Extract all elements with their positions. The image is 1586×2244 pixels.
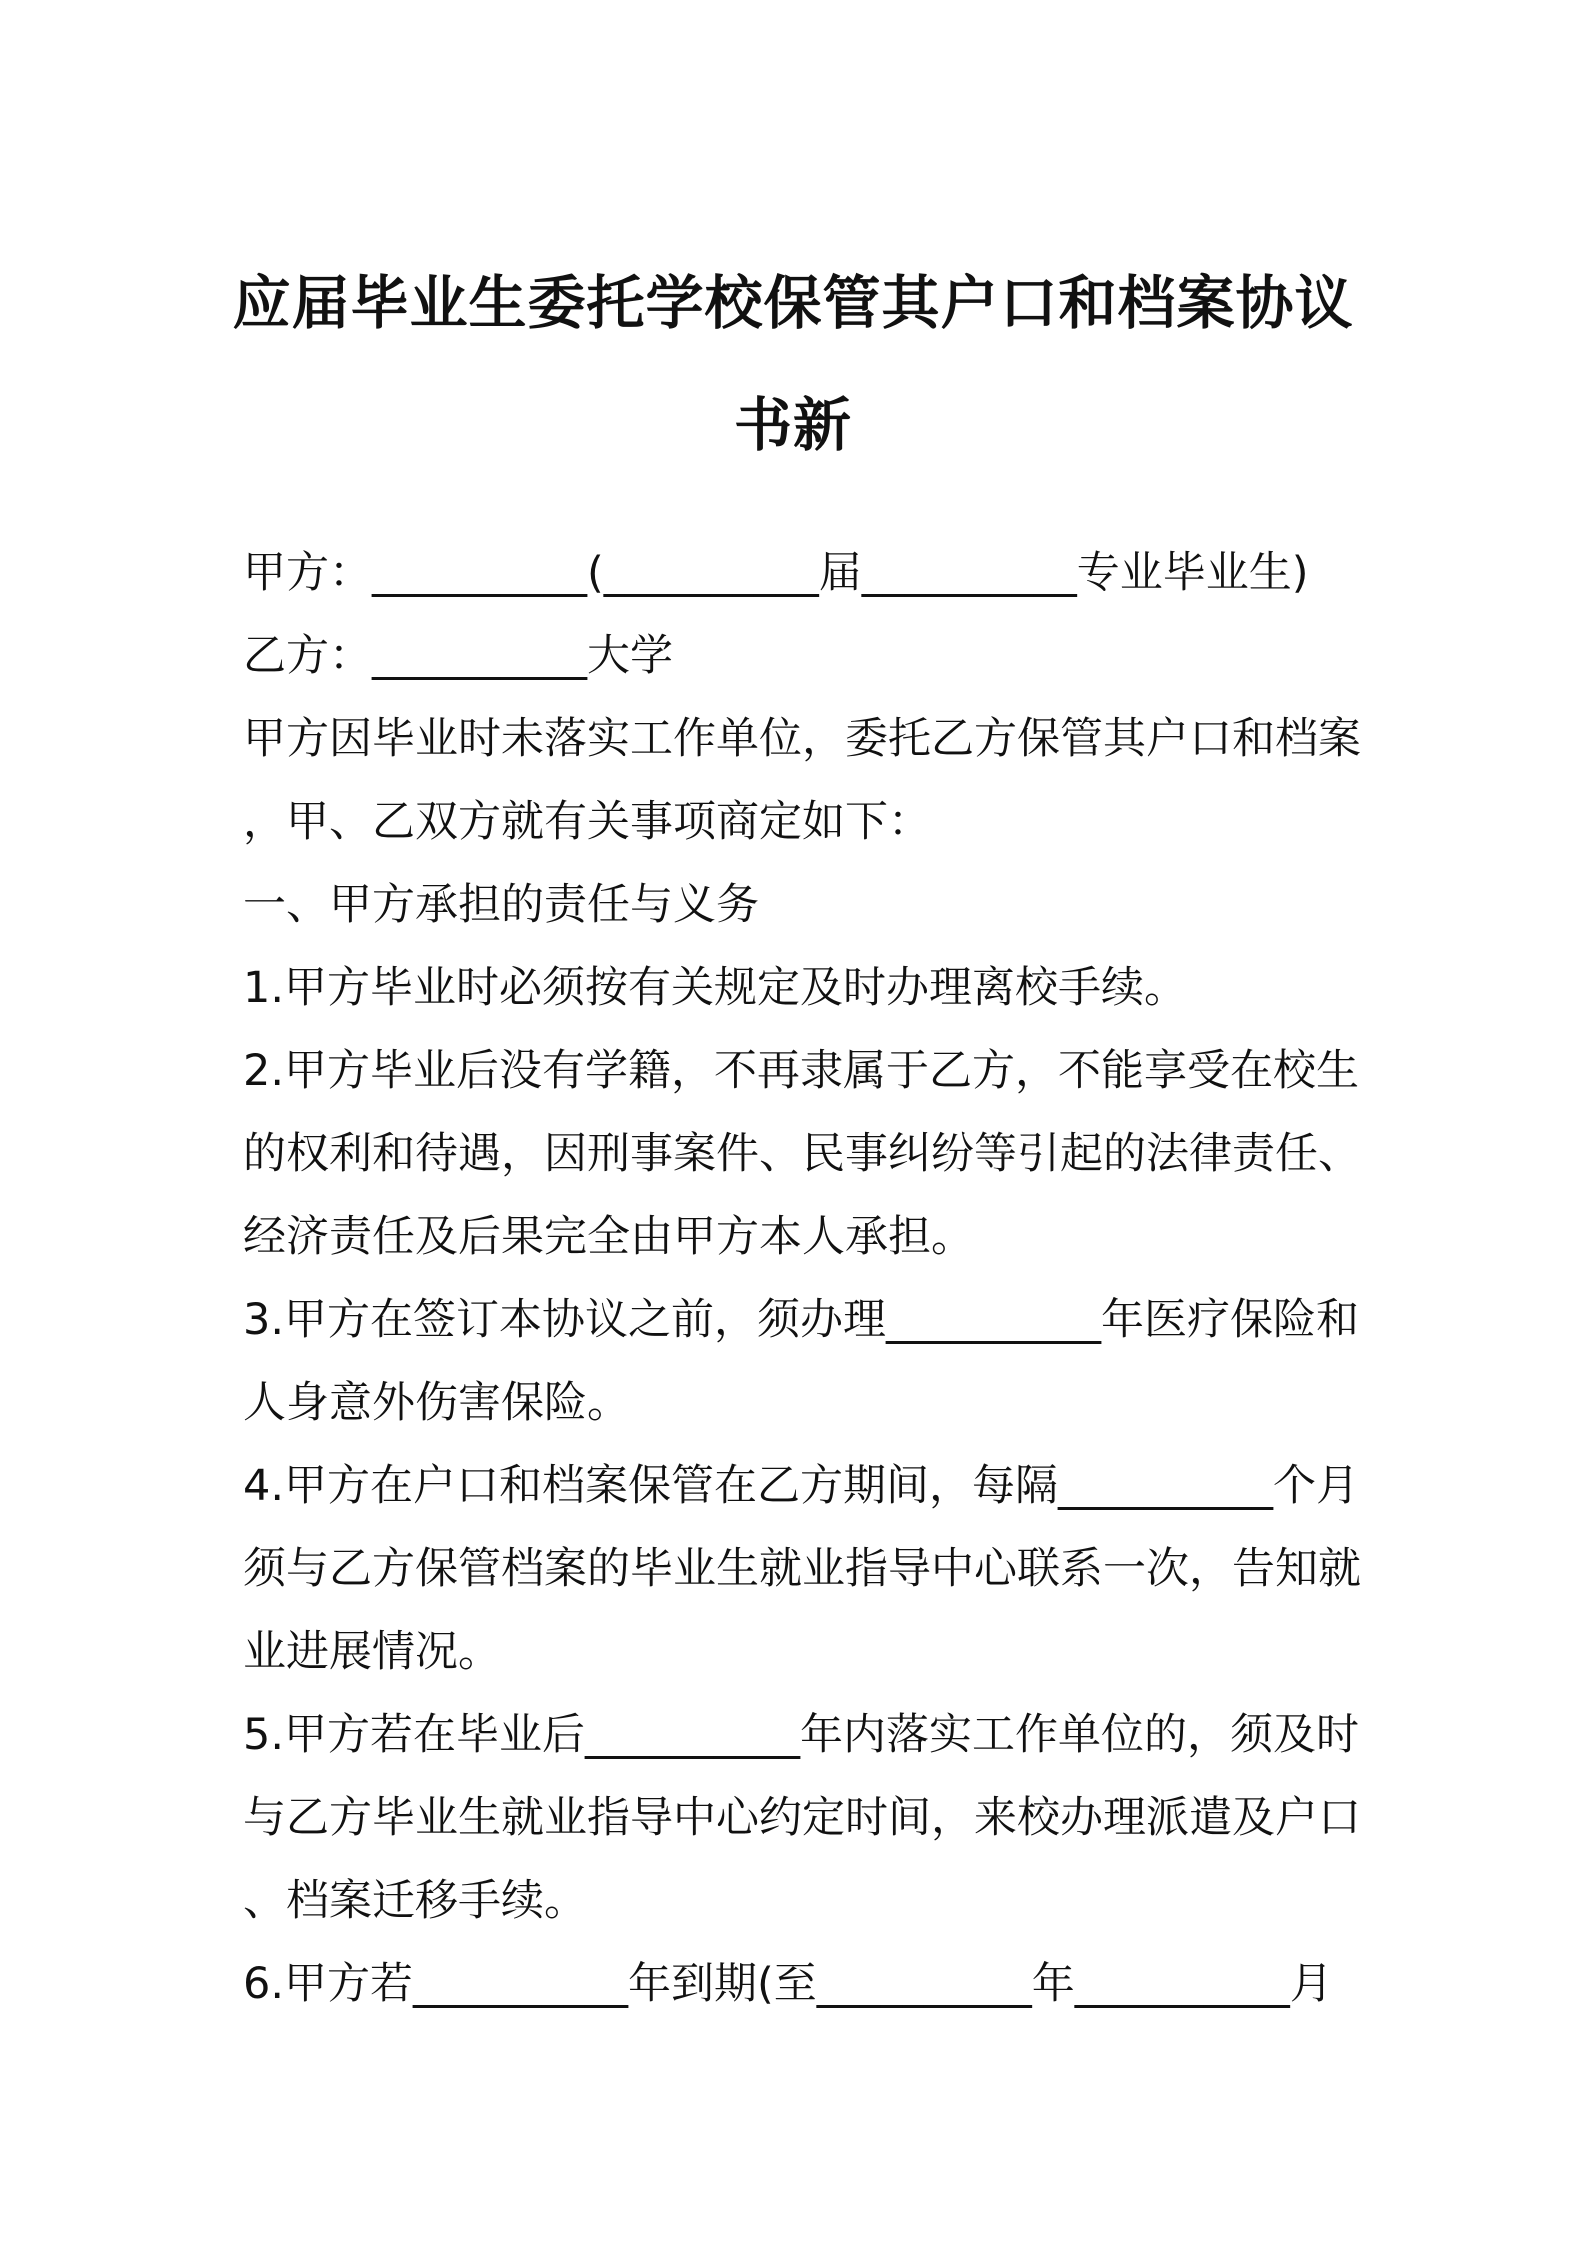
clause-3-line-2: 人身意外伤害保险。: [243, 1378, 630, 1428]
clause-5-line-2: 与乙方毕业生就业指导中心约定时间，来校办理派遣及户口: [243, 1793, 1361, 1843]
clause-4-line-1: 4.甲方在户口和档案保管在乙方期间，每隔__________个月: [243, 1461, 1360, 1511]
intro-line-1: 甲方因毕业时未落实工作单位，委托乙方保管其户口和档案: [243, 714, 1361, 764]
clause-5-line-1: 5.甲方若在毕业后__________年内落实工作单位的，须及时: [243, 1710, 1360, 1760]
clause-2-line-2: 的权利和待遇，因刑事案件、民事纠纷等引起的法律责任、: [243, 1129, 1361, 1179]
section-heading-1: 一、甲方承担的责任与义务: [243, 880, 759, 930]
clause-1-line-1: 1.甲方毕业时必须按有关规定及时办理离校手续。: [243, 963, 1188, 1013]
document-title-line-1: 应届毕业生委托学校保管其户口和档案协议: [232, 269, 1354, 337]
document-title-line-2: 书新: [733, 391, 852, 459]
party-b-line: 乙方：__________大学: [243, 631, 673, 681]
clause-3-line-1: 3.甲方在签订本协议之前，须办理__________年医疗保险和: [243, 1295, 1360, 1345]
party-a-line: 甲方：__________(__________届__________专业毕业生): [243, 548, 1309, 598]
clause-5-line-3: 、档案迁移手续。: [243, 1876, 587, 1926]
clause-6-line-1: 6.甲方若__________年到期(至__________年__________月: [243, 1959, 1333, 2009]
clause-2-line-3: 经济责任及后果完全由甲方本人承担。: [243, 1212, 974, 1262]
clause-2-line-1: 2.甲方毕业后没有学籍，不再隶属于乙方，不能享受在校生: [243, 1046, 1360, 1096]
clause-4-line-3: 业进展情况。: [243, 1627, 501, 1677]
intro-line-2: ，甲、乙双方就有关事项商定如下：: [243, 797, 931, 847]
clause-4-line-2: 须与乙方保管档案的毕业生就业指导中心联系一次，告知就: [243, 1544, 1361, 1594]
document-body: [243, 532, 1363, 2026]
